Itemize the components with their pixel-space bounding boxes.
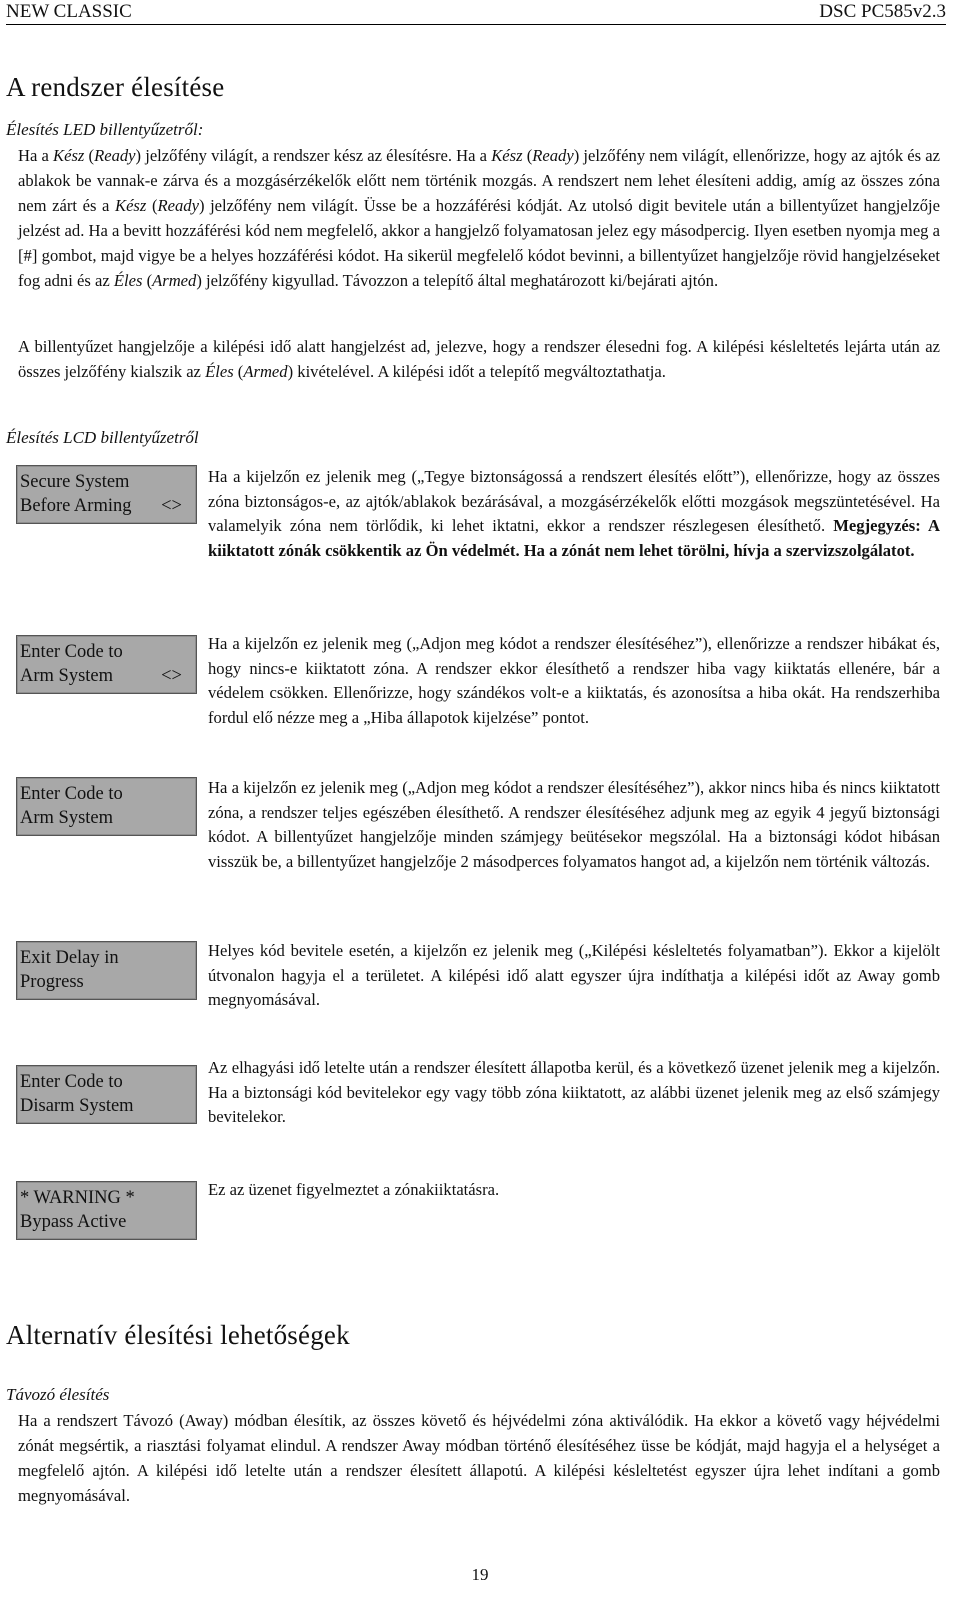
lcd-description-4: Helyes kód bevitele esetén, a kijelzőn ez jelenik meg („Kilépési késleltetés folyamatban”). Ekkor a kijelölt útvonalon hagyja el a területet. A kilépési idő alatt egyszer újra indíthatja a kilépési időt az Away gomb megnyomásával. bbox=[208, 941, 940, 1009]
away-paragraph: Ha a rendszert Távozó (Away) módban élesítik, az összes követő és héjvédelmi zóna aktiválódik. Ha ekkor a követő vagy héjvédelmi zónát megsértik, a riasztási folyamat elindul. A rendszer Away módban történő élesítéséhez üsse be kódját, majd hagyja el a helységet a megfelelő ajtón. A kilépési idő letelte után a rendszer élesített állapotú. A kilépési késleltetést egyszer újra lehet indítani a gomb megnyomásával. bbox=[18, 1411, 940, 1505]
lcd-description-5: Az elhagyási idő letelte után a rendszer élesített állapotba kerül, és a következő üzenet jelenik meg a kijelzőn. Ha a biztonsági kód bevitelekor egy vagy több zóna kiiktatott, az alábbi üzenet jelenik meg az első számjegy bevitelekor. bbox=[208, 1058, 940, 1126]
lcd-description-1: Ha a kijelzőn ez jelenik meg („Tegye biztonságossá a rendszert élesítés előtt”), ellenőrizze, hogy az összes zóna biztonságos-e, az ajtók/ablakok bezárásával, a mozgásérzékelők előtti mozgások megszüntetésével. Ha valamelyik zóna nem törlődik, ki lehet iktatni, ekkor a rendszer részlegesen élesíthető. Megjegyzés: A kiiktatott zónák csökkentik az Ön védelmét. Ha a zónát nem lehet törölni, hívja a szervizszolgálatot. bbox=[208, 467, 940, 560]
led-paragraph-2: A billentyűzet hangjelzője a kilépési idő alatt hangjelzést ad, jelezve, hogy a rendszer élesedni fog. A kilépési késleltetés lejárta után az összes jelzőfény kialszik az Éles (Armed) kivételével. A kilépési időt a telepítő megváltoztathatja. bbox=[18, 337, 940, 381]
section-title-arming: A rendszer élesítése bbox=[6, 72, 225, 102]
note-warning: Megjegyzés: A kiiktatott zónák csökkentik az Ön védelmét. Ha a zónát nem lehet törölni, hívja a szervizszolgálatot. bbox=[208, 516, 940, 560]
lcd-line-1: Enter Code to bbox=[20, 642, 123, 662]
lcd-description-3: Ha a kijelzőn ez jelenik meg („Adjon meg kódot a rendszer élesítéséhez”), akkor nincs hiba és nincs kiiktatott zóna, a rendszer teljes egészében élesíthető. A rendszer élesítéséhez adjunk meg az egyik 4 jegyű biztonsági kódot. A billentyűzet hangjelzője minden számjegy beütésekor megszólal. Ha a biztonsági kódot hibásan visszük be, a billentyűzet hangjelzője 2 másodperces folyamatos hangot ad, a kijelzőn nem történik változás. bbox=[208, 778, 940, 871]
lcd-line-1: * WARNING * bbox=[20, 1188, 135, 1208]
subtitle-led-arming: Élesítés LED billentyűzetről: bbox=[6, 120, 204, 139]
lcd-display bbox=[16, 777, 197, 836]
lcd-line-1: Enter Code to bbox=[20, 784, 123, 804]
header-left-text: NEW CLASSIC bbox=[6, 1, 132, 22]
lcd-line-1: Enter Code to bbox=[20, 1072, 123, 1092]
lcd-display bbox=[16, 1181, 197, 1240]
page-header bbox=[6, 0, 946, 24]
lcd-display bbox=[16, 1065, 197, 1124]
lcd-line-2: Before Arming bbox=[20, 496, 132, 516]
lcd-description-2: Ha a kijelzőn ez jelenik meg („Adjon meg kódot a rendszer élesítéséhez”), ellenőrizze a rendszer hibákat és, hogy nincs-e kiiktatott zóna. A rendszer ekkor élesíthető a rendszer hiba vagy kiiktatás ellenére, bár a védelem csökken. Ellenőrizze, hogy szándékos volt-e a kiiktatás, és azonosítsa a hiba okát. Ha rendszerhiba fordul elő nézze meg a „Hiba állapotok kijelzése” pontot. bbox=[208, 634, 940, 727]
lcd-description-6: Ez az üzenet figyelmeztet a zónakiiktatásra. bbox=[208, 1180, 500, 1199]
lcd-line-2: Progress bbox=[20, 972, 84, 992]
page-number: 19 bbox=[471, 1565, 489, 1584]
lcd-display bbox=[16, 635, 197, 694]
lcd-display bbox=[16, 465, 197, 524]
lcd-scroll-arrows: <> bbox=[161, 496, 182, 516]
lcd-line-2: Arm System bbox=[20, 666, 114, 686]
subtitle-away-arming: Távozó élesítés bbox=[6, 1385, 110, 1404]
header-right-text: DSC PC585v2.3 bbox=[819, 1, 946, 22]
led-paragraph-1: Ha a Kész (Ready) jelzőfény világít, a rendszer kész az élesítésre. Ha a Kész (Ready) jelzőfény nem világít, ellenőrizze, hogy az ajtók és az ablakok be vannak-e zárva és a mozgásérzékelők előtt nem történik mozgás. A rendszert nem lehet élesíteni addig, amíg az összes zóna nem zárt és a Kész (Ready) jelzőfény nem világít. Üsse be a hozzáférési kódját. Az utolsó digit bevitele után a billentyűzet hangjelzője jelzést ad. Ha a bevitt hozzáférési kód nem megfelelő, akkor a hangjelző folyamatosan jelez egy másodpercig. Ilyen esetben nyomja meg a [#] gombot, majd vigye be a helyes hozzáférési kódot. Ha sikerül megfelelő kódot bevinni, a billentyűzet hangjelzője rövid hangjelzéseket fog adni és az Éles (Armed) jelzőfény kigyullad. Távozzon a telepítő által meghatározott ki/bejárati ajtón. bbox=[18, 146, 941, 290]
lcd-display bbox=[16, 941, 197, 1000]
lcd-line-2: Disarm System bbox=[20, 1096, 134, 1116]
lcd-line-2: Arm System bbox=[20, 808, 114, 828]
section-title-alternative: Alternatív élesítési lehetőségek bbox=[6, 1320, 350, 1350]
subtitle-lcd-arming: Élesítés LCD billentyűzetről bbox=[6, 428, 199, 447]
lcd-scroll-arrows: <> bbox=[161, 666, 182, 686]
header-divider bbox=[6, 24, 946, 25]
lcd-line-1: Exit Delay in bbox=[20, 948, 119, 968]
lcd-line-1: Secure System bbox=[20, 472, 130, 492]
lcd-line-2: Bypass Active bbox=[20, 1212, 127, 1232]
